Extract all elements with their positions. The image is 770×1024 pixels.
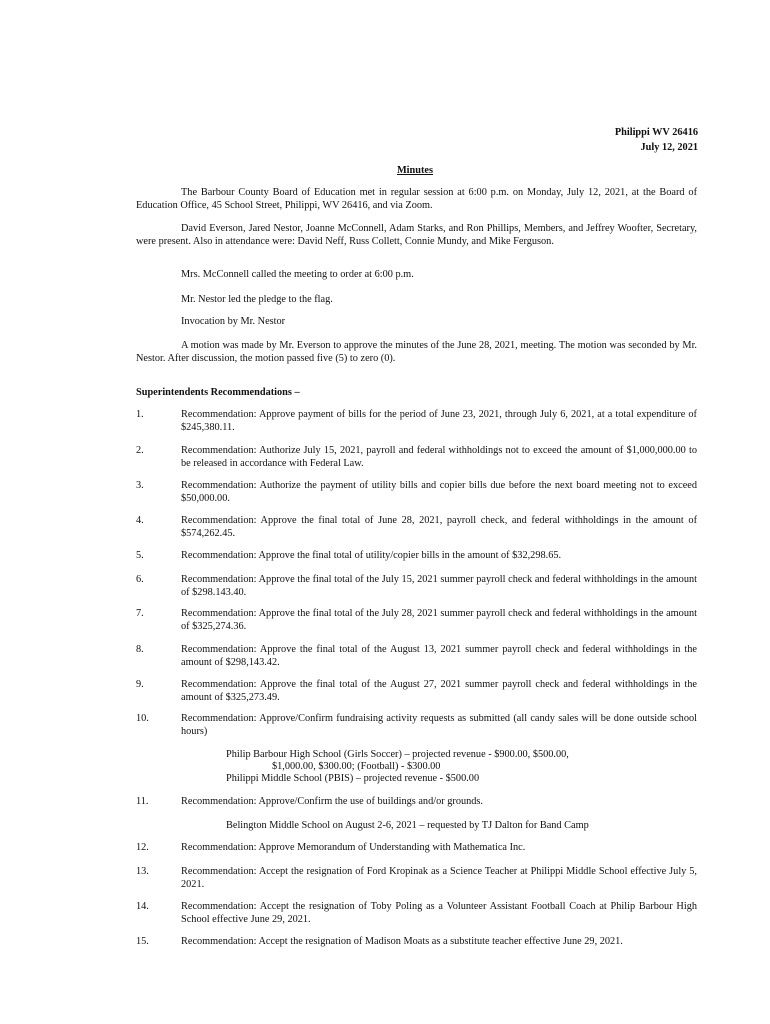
paragraph-invocation: Invocation by Mr. Nestor	[181, 316, 286, 327]
recommendation-number: 7.	[136, 608, 144, 619]
recommendation-number: 4.	[136, 515, 144, 526]
section-heading: Superintendents Recommendations –	[136, 387, 300, 398]
recommendation-number: 5.	[136, 550, 144, 561]
recommendation-text: Recommendation: Approve the final total of the July 15, 2021 summer payroll check and federal withholdings in the amount of $298.143.40.	[181, 574, 697, 598]
paragraph-attendance: David Everson, Jared Nestor, Joanne McConnell, Adam Starks, and Ron Phillips, Members, and Jeffrey Woofter, Secretary, were present. Also in attendance were: David Neff, Russ Collett, Connie Mundy, and Mike Ferguson.	[136, 223, 697, 247]
recommendation-number: 9.	[136, 679, 144, 690]
recommendation-number: 1.	[136, 409, 144, 420]
recommendation-text: Recommendation: Approve/Confirm fundraising activity requests as submitted (all candy sales will be done outside school hours)	[181, 713, 697, 737]
fundraising-line: Philippi Middle School (PBIS) – projected revenue - $500.00	[226, 773, 480, 784]
recommendation-number: 2.	[136, 445, 144, 456]
recommendation-text: Recommendation: Approve/Confirm the use of buildings and/or grounds.	[181, 796, 483, 807]
recommendation-number: 3.	[136, 480, 144, 491]
fundraising-line: $1,000.00, $300.00; (Football) - $300.00	[272, 761, 441, 772]
paragraph-pledge: Mr. Nestor led the pledge to the flag.	[181, 294, 333, 305]
page-title: Minutes	[396, 165, 434, 176]
recommendation-text: Recommendation: Approve the final total of the August 13, 2021 summer payroll check and federal withholdings in the amount of $298,143.42.	[181, 644, 697, 668]
building-use-line: Belington Middle School on August 2-6, 2021 – requested by TJ Dalton for Band Camp	[226, 820, 589, 831]
recommendation-text: Recommendation: Approve the final total of June 28, 2021, payroll check, and federal withholdings in the amount of $574,262.45.	[181, 515, 697, 539]
recommendation-text: Recommendation: Approve the final total of the August 27, 2021 summer payroll check and federal withholdings in the amount of $325,273.49.	[181, 679, 697, 703]
recommendation-text: Recommendation: Authorize July 15, 2021, payroll and federal withholdings not to exceed the amount of $1,000,000.00 to be released in accordance with Federal Law.	[181, 445, 697, 469]
recommendation-text: Recommendation: Approve Memorandum of Understanding with Mathematica Inc.	[181, 842, 526, 853]
paragraph-call-to-order: Mrs. McConnell called the meeting to order at 6:00 p.m.	[181, 269, 414, 280]
recommendation-number: 14.	[136, 901, 149, 912]
recommendation-number: 15.	[136, 936, 149, 947]
header-date: July 12, 2021	[640, 142, 698, 153]
recommendation-number: 12.	[136, 842, 149, 853]
recommendation-text: Recommendation: Accept the resignation of Madison Moats as a substitute teacher effective June 29, 2021.	[181, 936, 623, 947]
recommendation-text: Recommendation: Accept the resignation of Ford Kropinak as a Science Teacher at Philippi Middle School effective July 5, 2021.	[181, 866, 697, 890]
recommendation-number: 8.	[136, 644, 144, 655]
recommendation-text: Recommendation: Authorize the payment of utility bills and copier bills due before the next board meeting not to exceed $50,000.00.	[181, 480, 697, 504]
recommendation-number: 11.	[136, 796, 149, 807]
recommendation-text: Recommendation: Approve the final total of the July 28, 2021 summer payroll check and federal withholdings in the amount of $325,274.36.	[181, 608, 697, 632]
recommendation-number: 13.	[136, 866, 149, 877]
recommendation-number: 10.	[136, 713, 149, 724]
paragraph-session: The Barbour County Board of Education met in regular session at 6:00 p.m. on Monday, July 12, 2021, at the Board of Education Office, 45 School Street, Philippi, WV 26416, and via Zoom.	[136, 187, 697, 211]
recommendation-number: 6.	[136, 574, 144, 585]
fundraising-line: Philip Barbour High School (Girls Soccer) – projected revenue - $900.00, $500.00,	[226, 749, 569, 760]
paragraph-motion: A motion was made by Mr. Everson to approve the minutes of the June 28, 2021, meeting. The motion was seconded by Mr. Nestor. After discussion, the motion passed five (5) to zero (0).	[136, 340, 697, 364]
recommendation-text: Recommendation: Approve payment of bills for the period of June 23, 2021, through July 6, 2021, at a total expenditure of $245,380.11.	[181, 409, 697, 433]
header-location: Philippi WV 26416	[614, 127, 698, 138]
recommendation-text: Recommendation: Approve the final total of utility/copier bills in the amount of $32,298.65.	[181, 550, 562, 561]
recommendation-text: Recommendation: Accept the resignation of Toby Poling as a Volunteer Assistant Football Coach at Philip Barbour High School effective June 29, 2021.	[181, 901, 697, 925]
